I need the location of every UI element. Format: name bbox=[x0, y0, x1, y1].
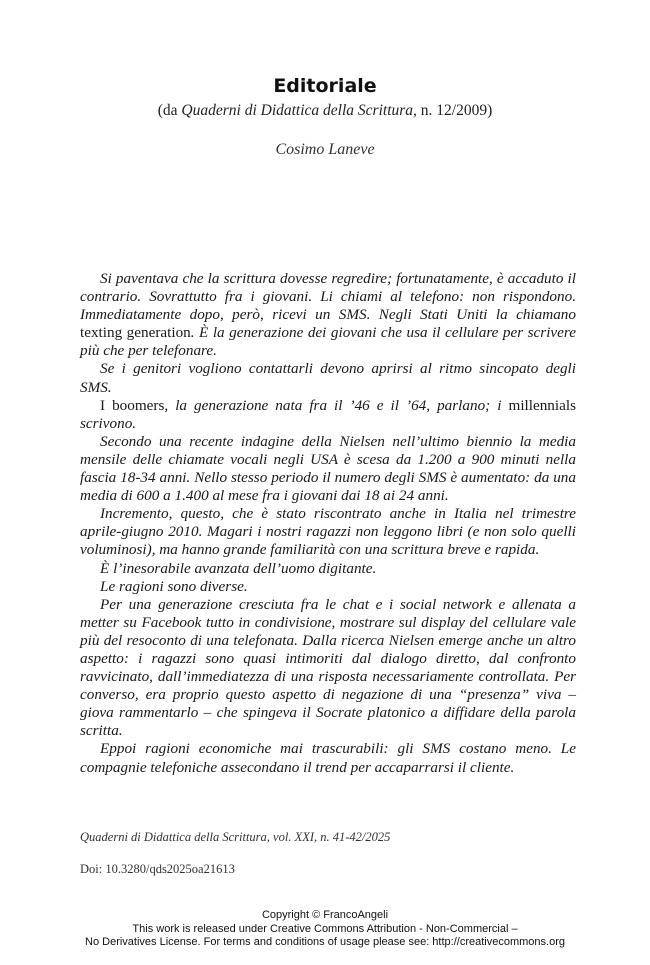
paragraph-3-text-a: I bbox=[100, 396, 113, 414]
license-footer bbox=[0, 909, 650, 950]
paragraph-7: Le ragioni sono diverse. bbox=[100, 577, 248, 595]
license-line-1: This work is released under Creative Commons Attribution - Non-Commercial – bbox=[132, 922, 518, 935]
paragraph-3-text-e: scrivono. bbox=[80, 414, 137, 432]
author-name: Cosimo Laneve bbox=[275, 141, 375, 158]
paragraph-1-term: texting generation bbox=[80, 324, 191, 342]
paragraph-3 bbox=[80, 397, 576, 433]
paragraph-1-text-c: . È la generazione dei giovani che usa il cellulare per scrivere più che per telefonare. bbox=[80, 324, 576, 360]
paragraph-5: Incremento, questo, che è stato riscontrato anche in Italia nel trimestre aprile-giugno 2010. Magari i nostri ragazzi non leggono libri (e non solo quelli voluminosi), ma hanno grande familiarità con una scrittura breve e rapida. bbox=[80, 505, 576, 559]
paragraph-1-text-a: Si paventava che la scrittura dovesse regredire; fortunatamente, è accaduto il contrario. Sovrattutto fra i giovani. Li chiami al telefono: non rispondono. Immediatamente dopo, però, ricevi un SMS. Negli Stati Uniti la chiamano bbox=[80, 270, 576, 324]
source-prefix: (da bbox=[157, 102, 182, 119]
source-suffix: n. 12/2009) bbox=[416, 102, 493, 119]
paragraph-3-term-boomers: boomers bbox=[112, 396, 165, 414]
paragraph-2: Se i genitori vogliono contattarli devono aprirsi al ritmo sincopato degli SMS. bbox=[80, 360, 576, 396]
source-citation bbox=[0, 102, 650, 120]
article-body bbox=[80, 270, 576, 777]
paragraph-8: Per una generazione cresciuta fra le chat e i social network e allenata a metter su Facebook tutto in condivisione, mostrare sul display del cellulare vale più del resoconto di una telefonata. Dalla ricerca Nielsen emerge anche un altro aspetto: i ragazzi sono quasi intimoriti dal dialogo diretto, dal confronto ravvicinato, dall’immediatezza di una risposta necessariamente controllata. Per converso, era proprio questo aspetto di negazione di una “presenza” viva – giova rammentarlo – che spingeva il Socrate platonico a diffidare della parola scritta. bbox=[80, 595, 576, 740]
journal-reference: Quaderni di Didattica della Scrittura, vol. XXI, n. 41-42/2025 bbox=[80, 830, 391, 844]
paragraph-3-term-millennials: millennials bbox=[508, 396, 576, 414]
license-line-2: No Derivatives License. For terms and conditions of usage please see: http://creativecommons.org bbox=[85, 936, 565, 948]
paragraph-6: È l’inesorabile avanzata dell’uomo digitante. bbox=[100, 559, 377, 577]
doi-identifier: Doi: 10.3280/qds2025oa21613 bbox=[80, 862, 235, 876]
paragraph-1 bbox=[80, 270, 576, 360]
paragraph-3-text-c: , la generazione nata fra il ’46 e il ’64, parlano; i bbox=[164, 396, 509, 414]
paragraph-9: Eppoi ragioni economiche mai trascurabili: gli SMS costano meno. Le compagnie telefoniche assecondano il trend per accaparrarsi il cliente. bbox=[80, 740, 576, 776]
source-journal: Quaderni di Didattica della Scrittura, bbox=[181, 102, 417, 119]
paragraph-4: Secondo una recente indagine della Nielsen nell’ultimo biennio la media mensile delle chiamate vocali negli USA è scesa da 1.200 a 900 minuti nella fascia 18-34 anni. Nello stesso periodo il numero degli SMS è aumentato: da una media di 600 a 1.400 al mese fra i giovani dai 18 ai 24 anni. bbox=[80, 432, 576, 505]
page-title: Editoriale bbox=[273, 75, 377, 97]
copyright-line: Copyright © FrancoAngeli bbox=[261, 909, 389, 921]
